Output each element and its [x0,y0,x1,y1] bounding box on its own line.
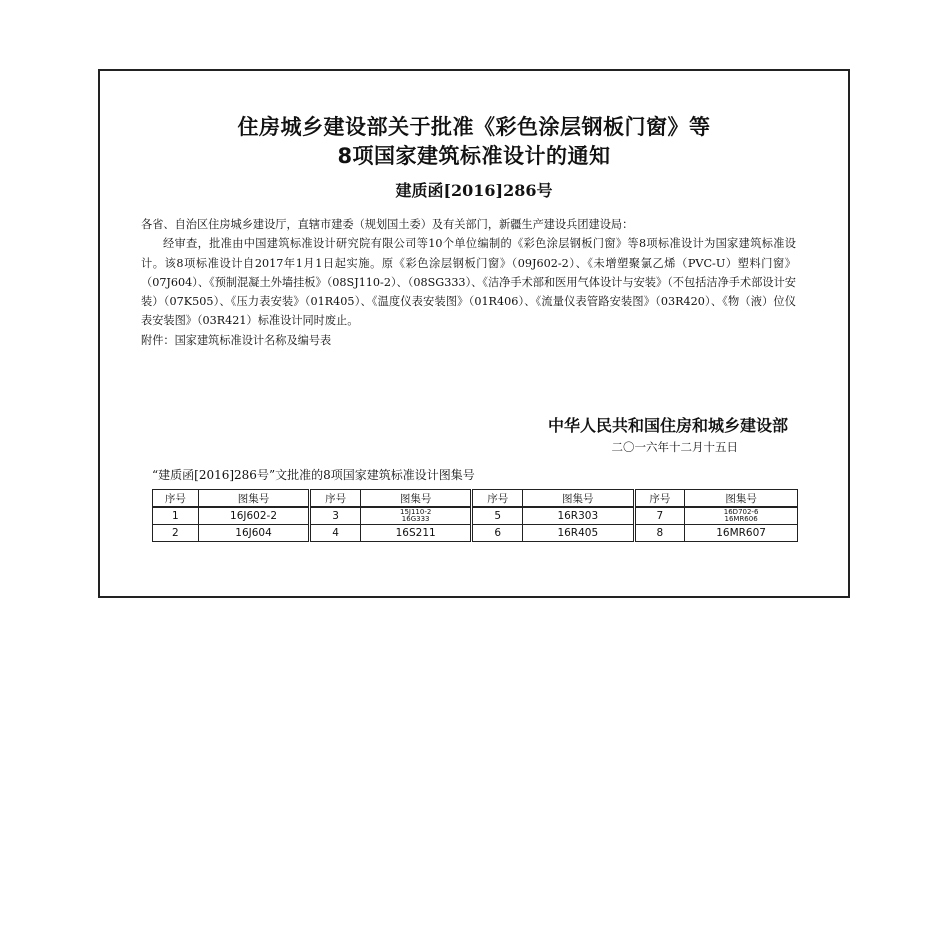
table-cell: 8 [634,525,685,542]
header-cell: 序号 [634,490,685,508]
table-row [153,507,798,525]
table-cell: 7 [634,507,685,525]
header-cell: 序号 [472,490,523,508]
table-cell: 2 [153,525,199,542]
table-cell: 16J602-2 [198,507,310,525]
header-cell: 序号 [153,490,199,508]
addressee-paragraph: 各省、自治区住房城乡建设厅，直辖市建委（规划国土委）及有关部门，新疆生产建设兵团建设局： [141,218,634,231]
table-header-row [153,490,798,508]
table-cell: 3 [310,507,361,525]
table-cell: 16R303 [523,507,635,525]
table-cell-stacked [360,507,472,525]
header-cell: 序号 [310,490,361,508]
table-cell: 16MR607 [685,525,798,542]
table-cell-line: 16MR606 [724,515,758,523]
table-caption: “建质函[2016]286号”文批准的8项国家建筑标准设计图集号 [152,468,475,482]
atlas-table [152,489,798,542]
header-cell: 图集号 [198,490,310,508]
header-cell: 图集号 [685,490,798,508]
table-cell: 16J604 [198,525,310,542]
issuer-name: 中华人民共和国住房和城乡建设部 [547,416,788,435]
approval-paragraph: 经审查，批准由中国建筑标准设计研究院有限公司等10个单位编制的《彩色涂层钢板门窗》等8项标准设计为国家建筑标准设计。该8项标准设计自2017年1月1日起实施。原《彩色涂层钢板门窗》（09J602-2）、《未增塑聚氯乙烯（PVC-U）塑料门窗》（07J604）、《预制混凝土外墙挂板》（08SJ110-2）、（08SG333）、《洁净手术部和医用气体设计与安装》（不包括洁净手术部设计安装）（07K505）、《压力表安装》（01R405）、《温度仪表安装图》（01R406）、《流量仪表管路安装图》（03R420）、《物（液）位仪表安装图》（03R421）标准设计同时废止。 [141,237,796,328]
doc-body [141,215,796,350]
table-cell-line: 15J110-2 [400,508,432,516]
table-cell-line: 16D702-6 [723,508,759,516]
attachment-paragraph: 附件：国家建筑标准设计名称及编号表 [141,333,332,347]
header-cell: 图集号 [523,490,635,508]
doc-number: 建质函[2016]286号 [395,181,553,200]
issue-date: 二〇一六年十二月十五日 [611,440,738,454]
table-cell: 4 [310,525,361,542]
table-row [153,525,798,542]
header-cell: 图集号 [360,490,472,508]
table-cell: 1 [153,507,199,525]
table-cell: 5 [472,507,523,525]
doc-title-line2: 8项国家建筑标准设计的通知 [337,144,611,168]
table-cell-line: 16G333 [401,515,430,523]
doc-title-line1: 住房城乡建设部关于批准《彩色涂层钢板门窗》等 [237,115,711,139]
table-cell: 16S211 [360,525,472,542]
table-cell: 16R405 [523,525,635,542]
table-cell-stacked [685,507,798,525]
document-frame [98,69,850,598]
table-cell: 6 [472,525,523,542]
